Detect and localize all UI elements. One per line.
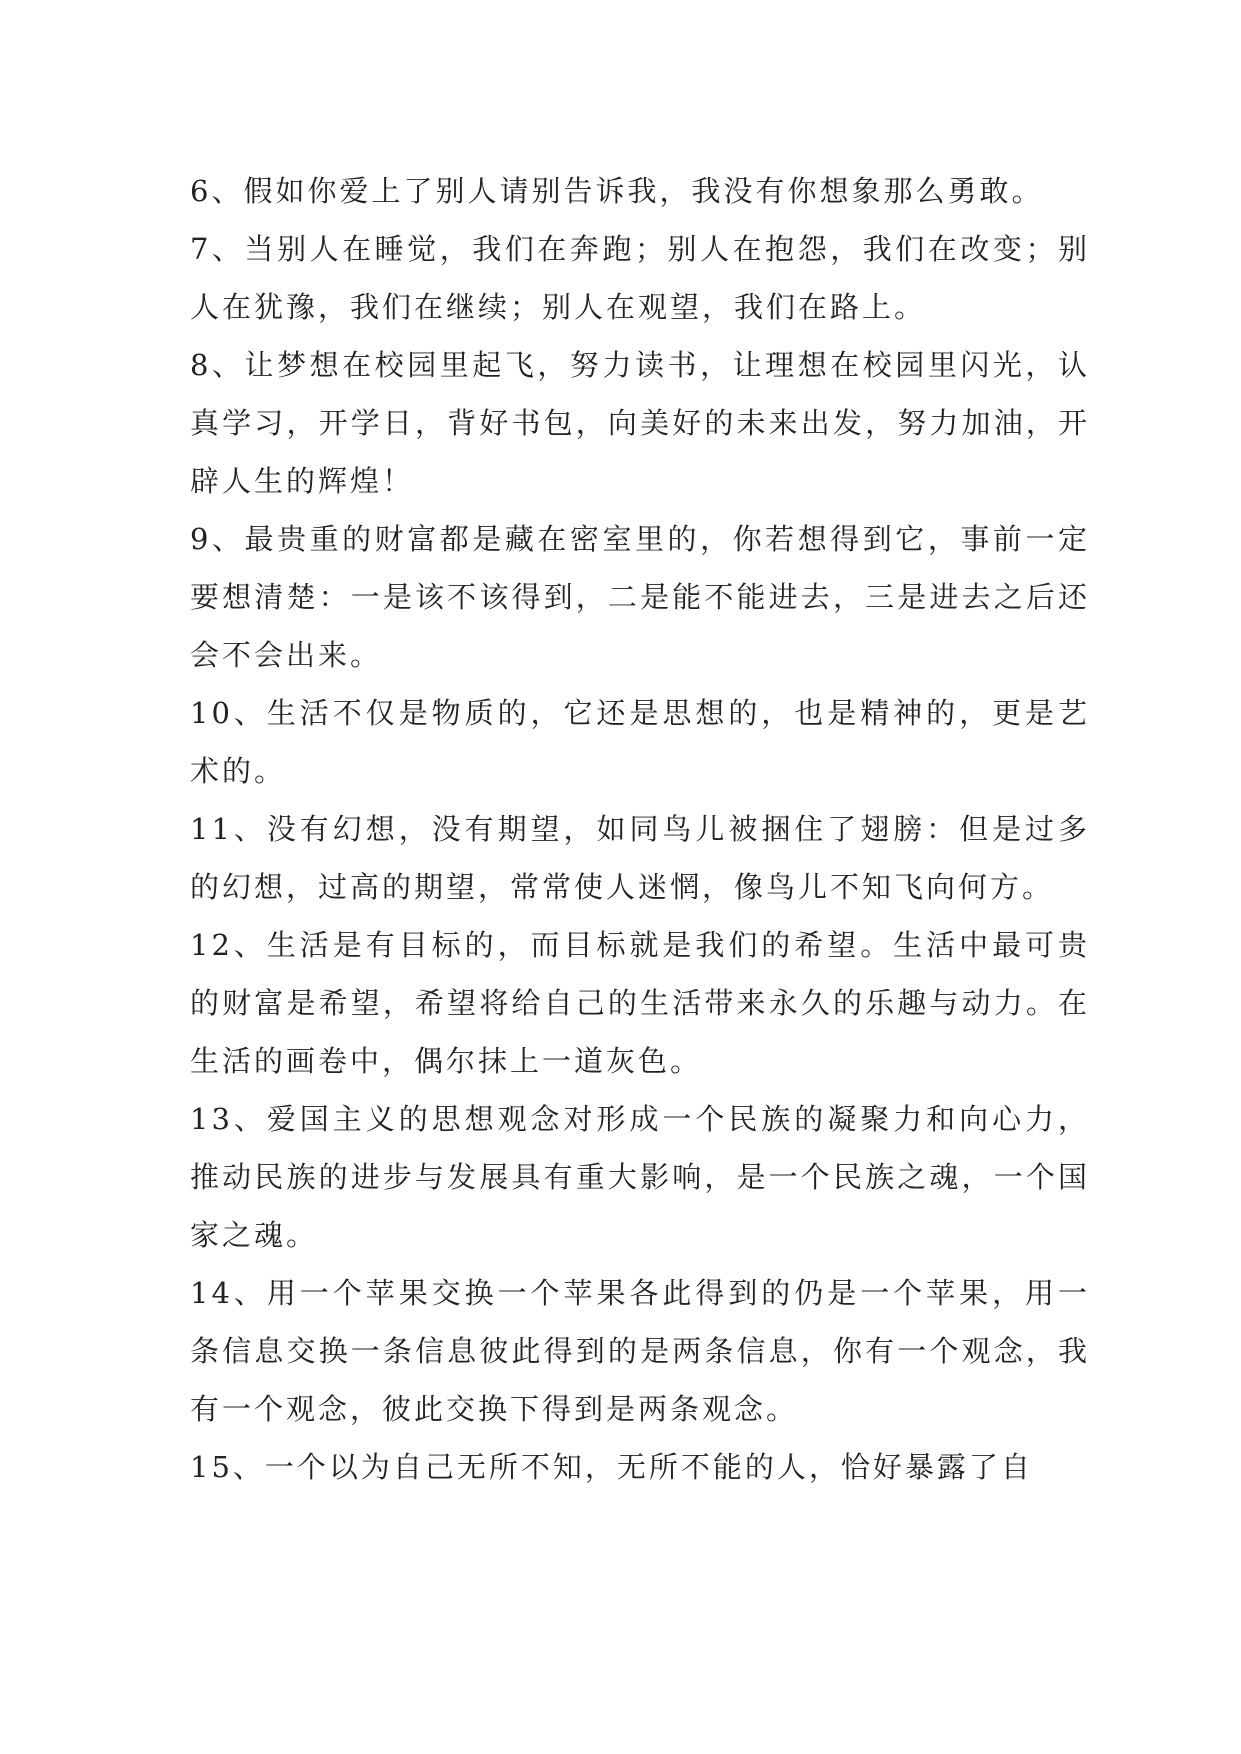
paragraph-15: 15、一个以为自己无所不知，无所不能的人，恰好暴露了自 (190, 1450, 1033, 1484)
paragraph-9: 9、最贵重的财富都是藏在密室里的，你若想得到它，事前一定要想清楚：一是该不该得到，二是能不能进去，三是进去之后还会不会出来。 (190, 522, 1090, 672)
paragraph-14: 14、用一个苹果交换一个苹果各此得到的仍是一个苹果，用一条信息交换一条信息彼此得到的是两条信息，你有一个观念，我有一个观念，彼此交换下得到是两条观念。 (190, 1276, 1090, 1426)
paragraph-13: 13、爱国主义的思想观念对形成一个民族的凝聚力和向心力，推动民族的进步与发展具有重大影响，是一个民族之魂，一个国家之魂。 (190, 1102, 1090, 1252)
paragraph-8: 8、让梦想在校园里起飞，努力读书，让理想在校园里闪光，认真学习，开学日，背好书包，向美好的未来出发，努力加油，开辟人生的辉煌！ (190, 348, 1090, 498)
paragraph-12: 12、生活是有目标的，而目标就是我们的希望。生活中最可贵的财富是希望，希望将给自己的生活带来永久的乐趣与动力。在生活的画卷中，偶尔抹上一道灰色。 (190, 928, 1090, 1078)
paragraph-6: 6、假如你爱上了别人请别告诉我，我没有你想象那么勇敢。 (190, 174, 1044, 208)
paragraph-10: 10、生活不仅是物质的，它还是思想的，也是精神的，更是艺术的。 (190, 696, 1090, 788)
document-body (190, 162, 1090, 1496)
paragraph-11: 11、没有幻想，没有期望，如同鸟儿被捆住了翅膀：但是过多的幻想，过高的期望，常常使人迷惘，像鸟儿不知飞向何方。 (190, 812, 1090, 904)
paragraph-7: 7、当别人在睡觉，我们在奔跑；别人在抱怨，我们在改变；别人在犹豫，我们在继续；别人在观望，我们在路上。 (190, 232, 1090, 324)
